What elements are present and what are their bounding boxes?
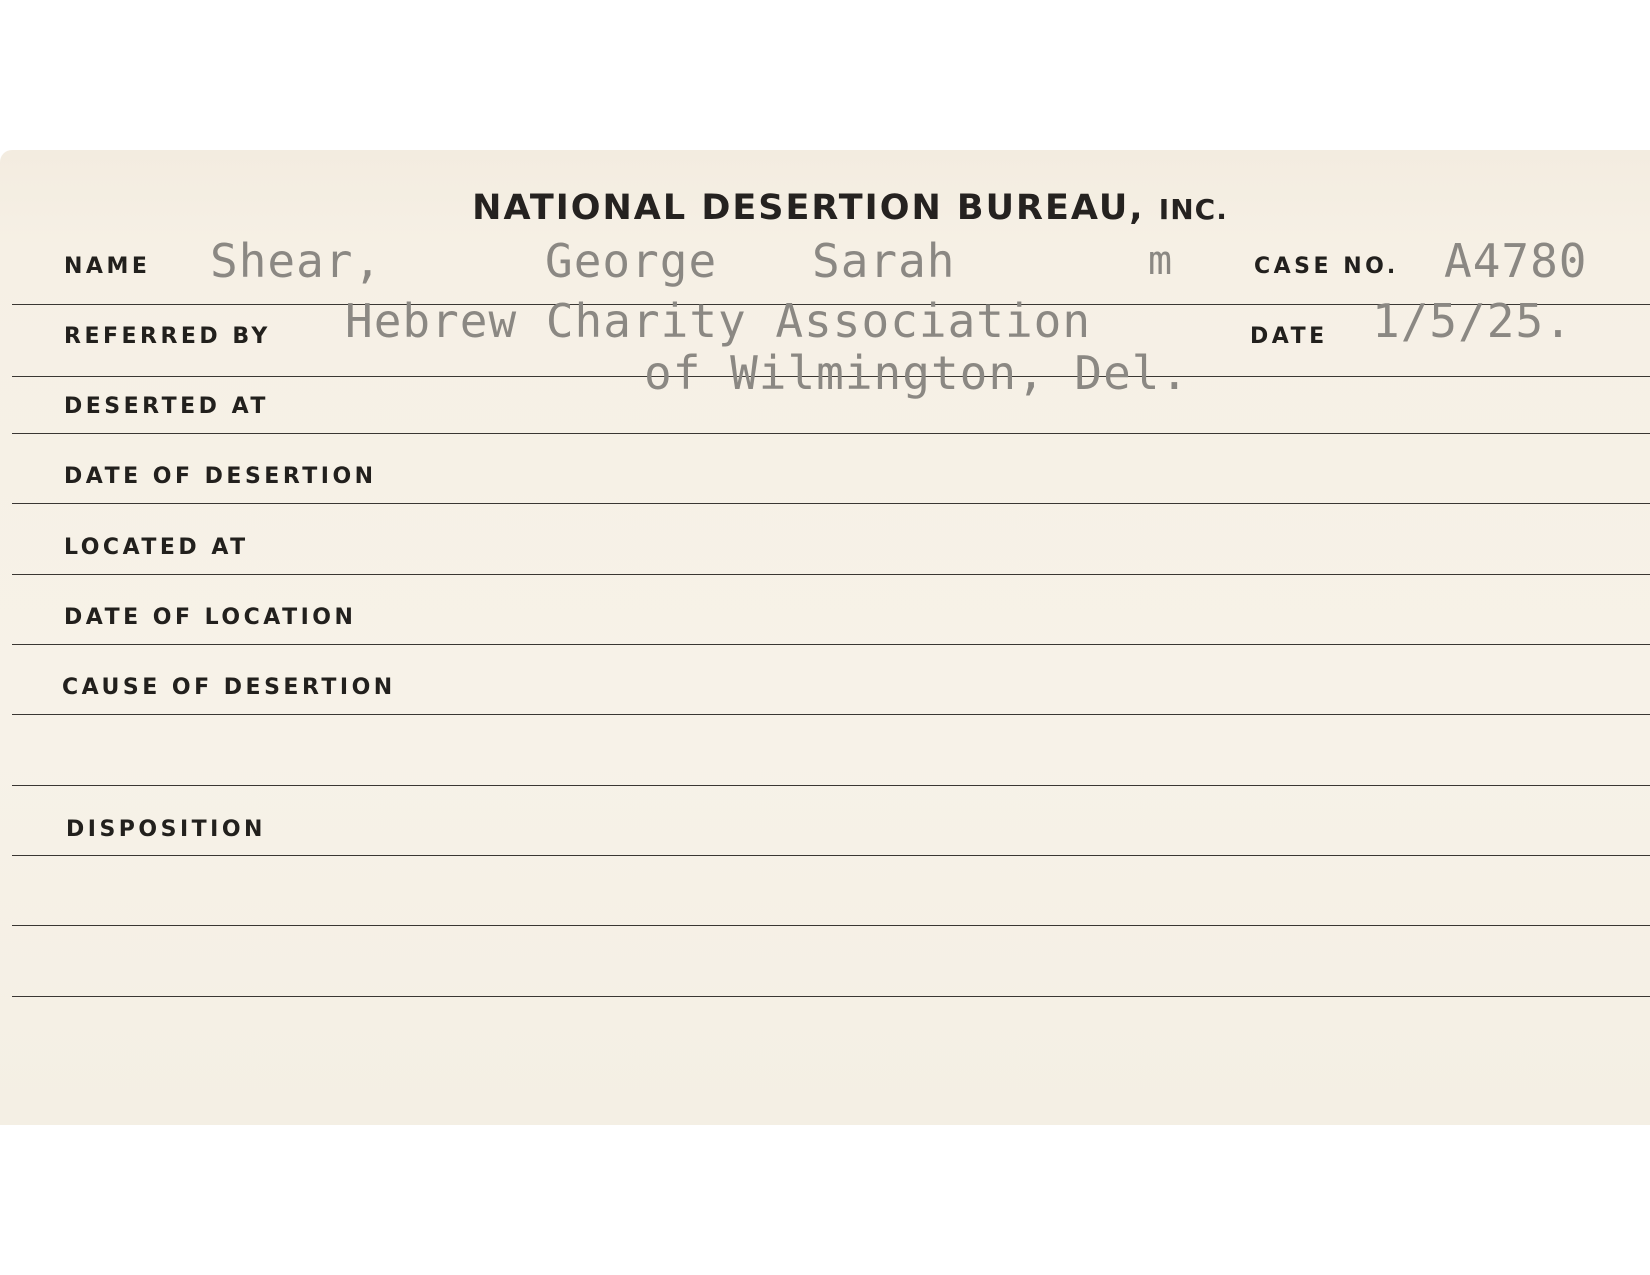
cause-of-desertion-rule [12,714,1650,715]
referred-by-line-2: of Wilmington, Del. [644,346,1190,400]
case-number-value: A4780 [1444,234,1588,288]
heading-text: NATIONAL DESERTION BUREAU, [472,188,1145,228]
date-label: DATE [1250,324,1328,349]
disposition-extra-rule-1 [12,925,1650,926]
disposition-extra-rule-2 [12,996,1650,997]
heading-suffix: INC. [1158,193,1228,226]
deserted-at-label: DESERTED AT [64,394,269,419]
case-number-label: CASE NO. [1254,254,1399,279]
index-card [0,150,1650,1125]
date-of-location-rule [12,644,1650,645]
card-heading [0,188,1650,228]
cause-of-desertion-extra-rule [12,785,1650,786]
name-given-second: Sarah [812,234,956,288]
deserted-at-rule [12,433,1650,434]
date-value: 1/5/25. [1372,294,1573,348]
located-at-label: LOCATED AT [64,535,249,560]
referred-by-label: REFERRED BY [64,324,271,349]
date-of-desertion-label: DATE OF DESERTION [64,464,377,489]
name-label: NAME [64,254,151,279]
date-of-desertion-rule [12,503,1650,504]
name-surname: Shear, [210,234,383,288]
disposition-rule [12,855,1650,856]
located-at-rule [12,574,1650,575]
date-of-location-label: DATE OF LOCATION [64,605,357,630]
disposition-label: DISPOSITION [66,817,266,842]
cause-of-desertion-label: CAUSE OF DESERTION [62,675,396,700]
name-given-first: George [545,234,718,288]
referred-by-line-1: Hebrew Charity Association [345,294,1092,348]
name-marker: m [1148,238,1174,284]
